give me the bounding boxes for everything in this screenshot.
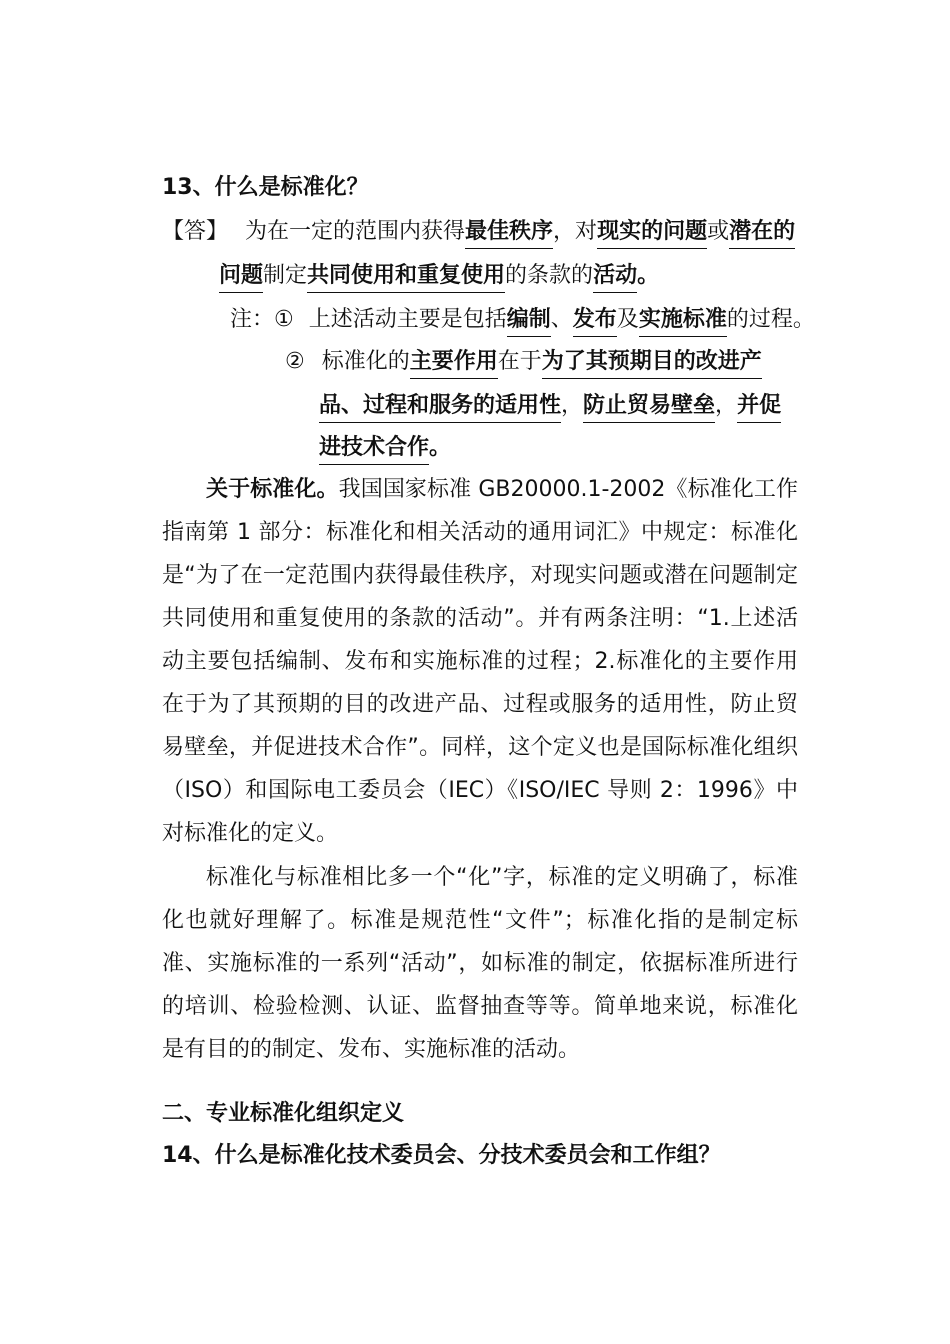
answer-text: 或 (707, 219, 730, 244)
note-text: 及 (616, 307, 639, 332)
key-term: 并促 (737, 393, 781, 423)
note-text: 上述活动主要是包括 (308, 307, 507, 332)
standardization-paragraph (162, 856, 798, 1071)
answer-label: 【答】 (162, 219, 229, 244)
key-term: 现实的问题 (597, 219, 707, 249)
note-text: 。 (429, 435, 452, 460)
key-term: 问题 (219, 263, 263, 293)
note-number: ② (285, 349, 305, 374)
key-term: 实施标准 (639, 307, 727, 337)
note-line-2 (285, 340, 762, 384)
key-term: 发布 (573, 307, 617, 337)
note-text: ， (561, 393, 584, 418)
note-line-3 (319, 384, 781, 428)
note-line-4 (319, 426, 451, 470)
about-paragraph (162, 468, 798, 855)
key-term: 防止贸易壁垒 (583, 393, 715, 423)
key-term: 共同使用和重复使用 (307, 263, 505, 293)
note-text: 的过程。 (726, 307, 815, 332)
answer-text: 为在一定的范围内获得 (245, 219, 466, 244)
note-line-1 (230, 298, 815, 342)
key-term: 为了其预期目的改进产 (542, 349, 762, 379)
paragraph-text: 标准化与标准相比多一个“化”字，标准的定义明确了，标准化也就好理解了。标准是规范性“文件”；标准化指的是制定标准、实施标准的一系列“活动”，如标准的制定，依据标准所进行的培训、检验检测、认证、监督抽查等等。简单地来说，标准化是有目的的制定、发布、实施标准的活动。 (162, 865, 798, 1062)
about-body: 我国国家标准 GB20000.1-2002《标准化工作指南第 1 部分：标准化和相关活动的通用词汇》中规定：标准化是“为了在一定范围内获得最佳秩序，对现实问题或潜在问题制定共同使用和重复使用的条款的活动”。并有两条注明：“1.上述活动主要包括编制、发布和实施标准的过程；2.标准化的主要作用在于为了其预期的目的改进产品、过程或服务的适用性，防止贸易壁垒，并促进技术合作”。同样，这个定义也是国际标准化组织（ISO）和国际电工委员会（IEC）《ISO/IEC 导则 2：1996》中对标准化的定义。 (162, 477, 798, 846)
answer-text: 。 (637, 263, 660, 288)
note-text: 、 (550, 307, 573, 332)
note-prefix: 注：① (230, 307, 294, 332)
answer-line-2 (219, 254, 659, 298)
key-term: 活动 (593, 263, 637, 293)
answer-line-1 (162, 210, 795, 254)
key-term: 进技术合作 (319, 435, 429, 465)
answer-text: 的条款的 (505, 263, 594, 288)
note-text: 在于 (497, 349, 542, 374)
key-term: 最佳秩序 (465, 219, 553, 249)
key-term: 品、过程和服务的适用性 (319, 393, 561, 423)
note-text: ， (715, 393, 738, 418)
key-term: 潜在的 (729, 219, 795, 249)
note-text: 标准化的 (321, 349, 410, 374)
question-14-heading: 14、什么是标准化技术委员会、分技术委员会和工作组？ (162, 1143, 721, 1168)
answer-text: 制定 (263, 263, 308, 288)
key-term: 编制 (507, 307, 551, 337)
section-heading: 二、专业标准化组织定义 (162, 1101, 405, 1126)
key-term: 主要作用 (410, 349, 498, 379)
question-13-heading: 13、什么是标准化？ (162, 175, 369, 200)
answer-text: ，对 (553, 219, 598, 244)
about-lead: 关于标准化。 (206, 477, 339, 502)
